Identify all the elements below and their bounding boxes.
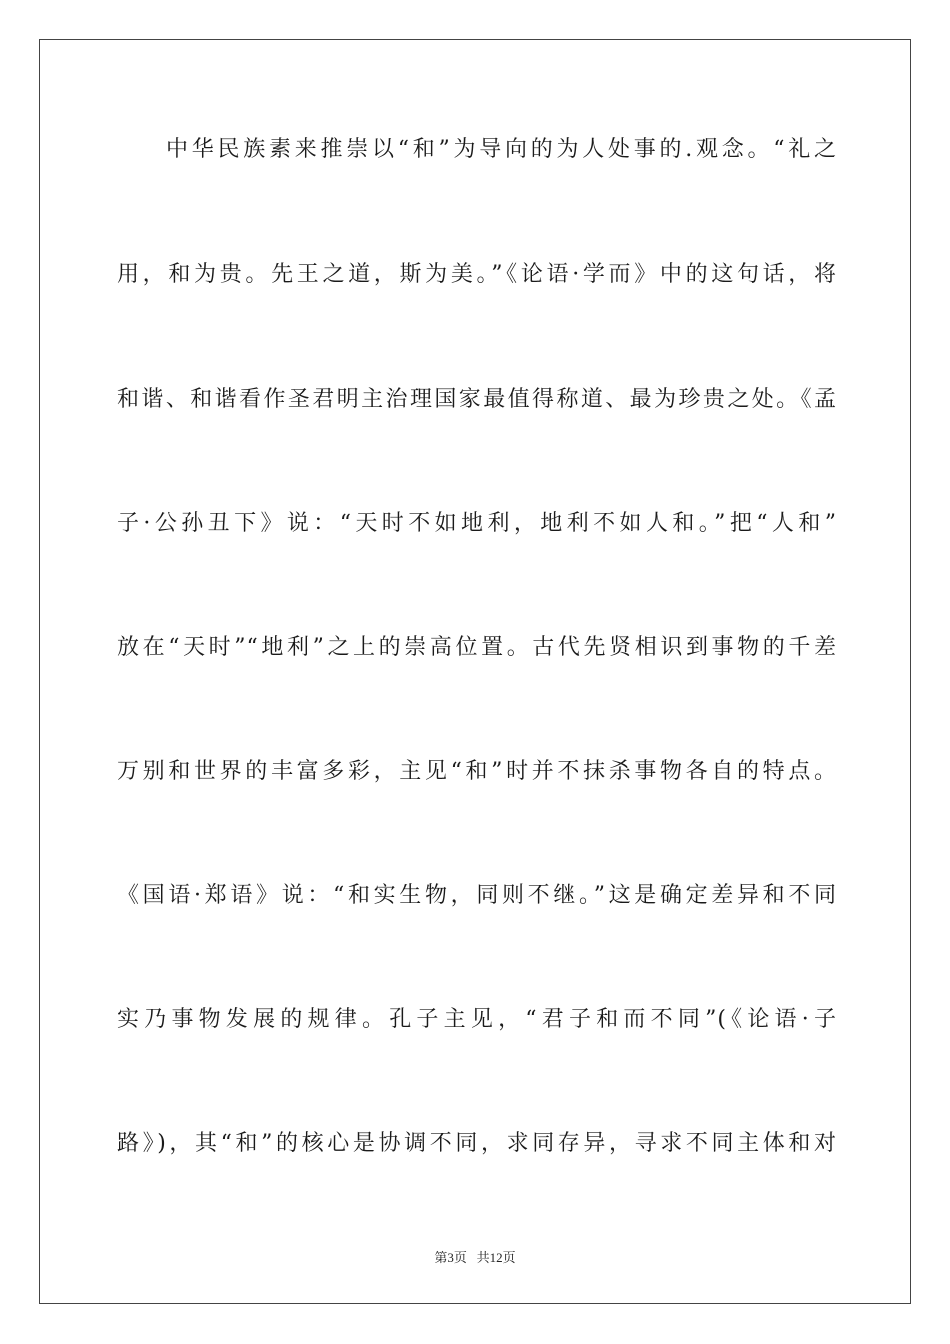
paragraph-line-1: 中华民族素来推崇以“和”为导向的为人处事的.观念。“礼之 — [166, 137, 837, 162]
paragraph-line-8: 实乃事物发展的规律。孔子主见，“君子和而不同”(《论语·子 — [117, 1007, 837, 1032]
paragraph-line-9: 路》)，其“和”的核心是协调不同，求同存异，寻求不同主体和对 — [117, 1131, 837, 1156]
paragraph-line-5: 放在“天时”“地利”之上的崇高位置。古代先贤相识到事物的千差 — [117, 635, 837, 660]
page-footer — [0, 1249, 950, 1267]
paragraph-line-4: 子·公孙丑下》说：“天时不如地利，地利不如人和。”把“人和” — [117, 511, 837, 536]
paragraph-line-6: 万别和世界的丰富多彩，主见“和”时并不抹杀事物各自的特点。 — [117, 759, 837, 784]
paragraph-line-3: 和谐、和谐看作圣君明主治理国家最值得称道、最为珍贵之处。《孟 — [117, 387, 837, 412]
page-total: 共12页 — [476, 1250, 516, 1265]
paragraph-line-7: 《国语·郑语》说：“和实生物，同则不继。”这是确定差异和不同 — [117, 883, 837, 908]
paragraph-line-2: 用，和为贵。先王之道，斯为美。”《论语·学而》中的这句话，将 — [117, 262, 837, 287]
page-number: 第3页 — [434, 1250, 467, 1265]
page-border — [39, 39, 911, 1304]
